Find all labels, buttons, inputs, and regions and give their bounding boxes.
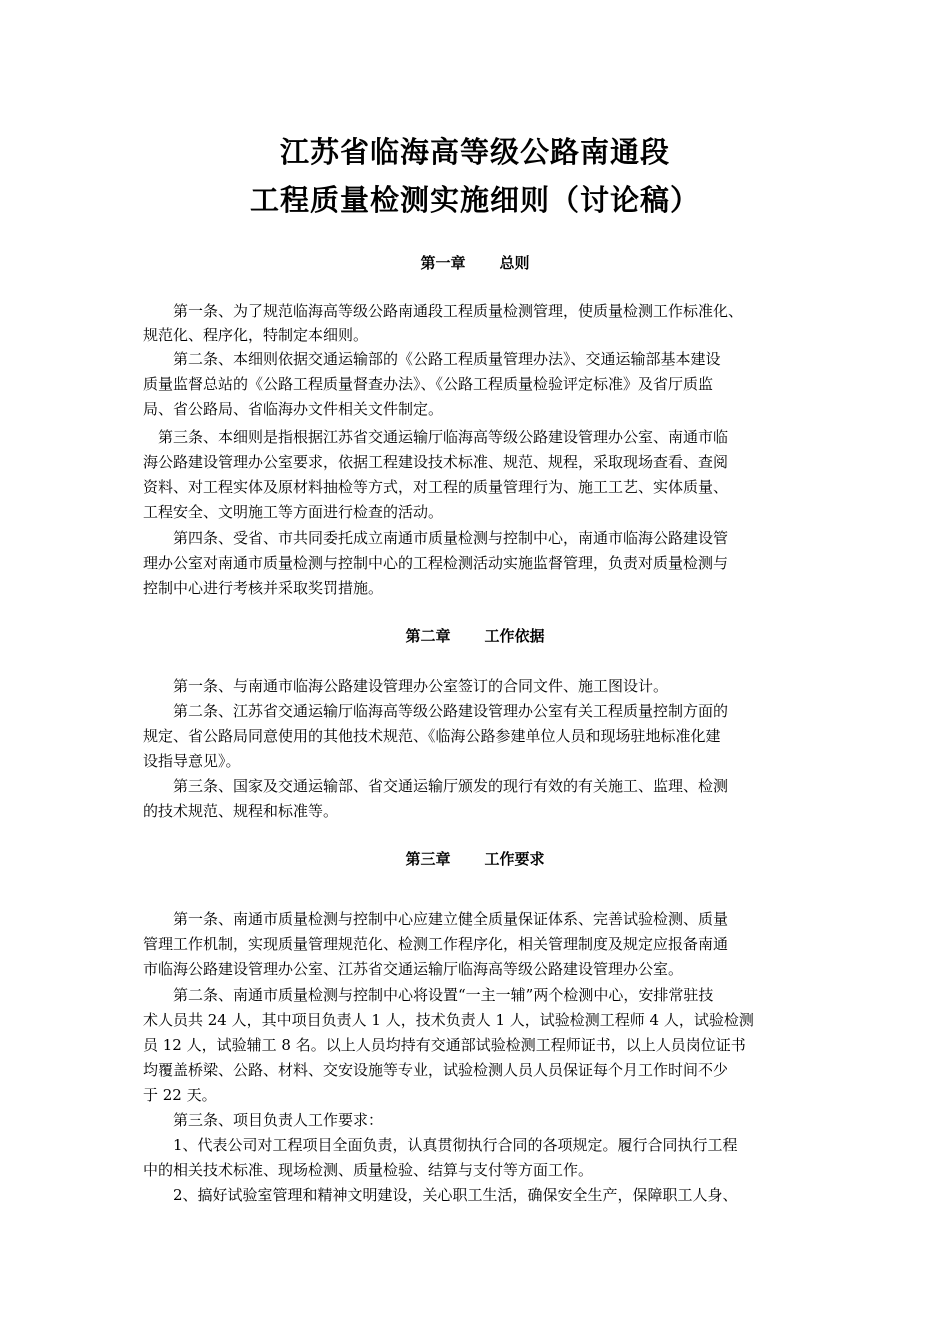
paragraph-line: 第二条、江苏省交通运输厅临海高等级公路建设管理办公室有关工程质量控制方面的 [143,702,729,720]
paragraph-line: 资料、对工程实体及原材料抽检等方式，对工程的质量管理行为、施工工艺、实体质量、 [143,478,729,496]
paragraph-line: 局、省公路局、省临海办文件相关文件制定。 [143,400,444,418]
paragraph-line: 规定、省公路局同意使用的其他技术规范、《临海公路参建单位人员和现场驻地标准化建 [143,727,721,745]
paragraph-line: 均覆盖桥梁、公路、材料、交安设施等专业，试验检测人员人员保证每个月工作时间不少 [143,1061,729,1079]
chapter-2-heading [0,625,950,647]
paragraph-line: 理办公室对南通市质量检测与控制中心的工程检测活动实施监督管理，负责对质量检测与 [143,554,729,572]
chapter-name: 工作要求 [484,850,545,868]
paragraph-line: 第一条、为了规范临海高等级公路南通段工程质量检测管理，使质量检测工作标准化、 [143,302,744,320]
paragraph-line: 质量监督总站的《公路工程质量督查办法》、《公路工程质量检验评定标准》及省厅质监 [143,375,714,393]
paragraph-line: 市临海公路建设管理办公室、江苏省交通运输厅临海高等级公路建设管理办公室。 [143,960,684,978]
paragraph-line: 第三条、国家及交通运输部、省交通运输厅颁发的现行有效的有关施工、监理、检测 [143,777,729,795]
paragraph-line: 海公路建设管理办公室要求，依据工程建设技术标准、规范、规程，采取现场查看、查阅 [143,453,729,471]
paragraph-line: 中的相关技术标准、现场检测、质量检验、结算与支付等方面工作。 [143,1161,594,1179]
paragraph-line: 于 22 天。 [143,1086,217,1104]
paragraph-line: 设指导意见》。 [143,752,241,770]
chapter-1-heading [0,252,950,274]
paragraph-line: 员 12 人，试验辅工 8 名。以上人员均持有交通部试验检测工程师证书，以上人员岗位证书 [143,1036,746,1054]
chapter-number: 第一章 [420,254,466,272]
chapter-number: 第三章 [405,850,451,868]
paragraph-line: 第三条、项目负责人工作要求： [143,1111,384,1129]
document-title-line-1: 江苏省临海高等级公路南通段 [279,135,670,169]
paragraph-line: 2、搞好试验室管理和精神文明建设，关心职工生活，确保安全生产，保障职工人身、 [143,1186,738,1204]
paragraph-line: 管理工作机制，实现质量管理规范化、检测工作程序化，相关管理制度及规定应报备南通 [143,935,729,953]
paragraph-line: 第二条、南通市质量检测与控制中心将设置“一主一辅”两个检测中心，安排常驻技 [143,986,714,1004]
document-title-line-2: 工程质量检测实施细则（讨论稿） [249,183,700,217]
paragraph-line: 第一条、南通市质量检测与控制中心应建立健全质量保证体系、完善试验检测、质量 [143,910,729,928]
paragraph-line: 控制中心进行考核并采取奖罚措施。 [143,579,384,597]
chapter-name: 工作依据 [484,627,545,645]
chapter-number: 第二章 [405,627,451,645]
paragraph-line: 第四条、受省、市共同委托成立南通市质量检测与控制中心，南通市临海公路建设管 [143,529,729,547]
paragraph-line: 规范化、程序化，特制定本细则。 [143,326,369,344]
paragraph-line: 术人员共 24 人，其中项目负责人 1 人，技术负责人 1 人，试验检测工程师 4 人，试验检测 [143,1011,754,1029]
paragraph-line: 第一条、与南通市临海公路建设管理办公室签订的合同文件、施工图设计。 [143,677,669,695]
chapter-name: 总则 [499,254,530,272]
paragraph-line: 第三条、本细则是指根据江苏省交通运输厅临海高等级公路建设管理办公室、南通市临 [143,428,729,446]
paragraph-line: 第二条、本细则依据交通运输部的《公路工程质量管理办法》、交通运输部基本建设 [143,350,721,368]
paragraph-line: 的技术规范、规程和标准等。 [143,802,339,820]
paragraph-line: 工程安全、文明施工等方面进行检查的活动。 [143,503,444,521]
paragraph-line: 1、代表公司对工程项目全面负责，认真贯彻执行合同的各项规定。履行合同执行工程 [143,1136,738,1154]
chapter-3-heading [0,848,950,870]
